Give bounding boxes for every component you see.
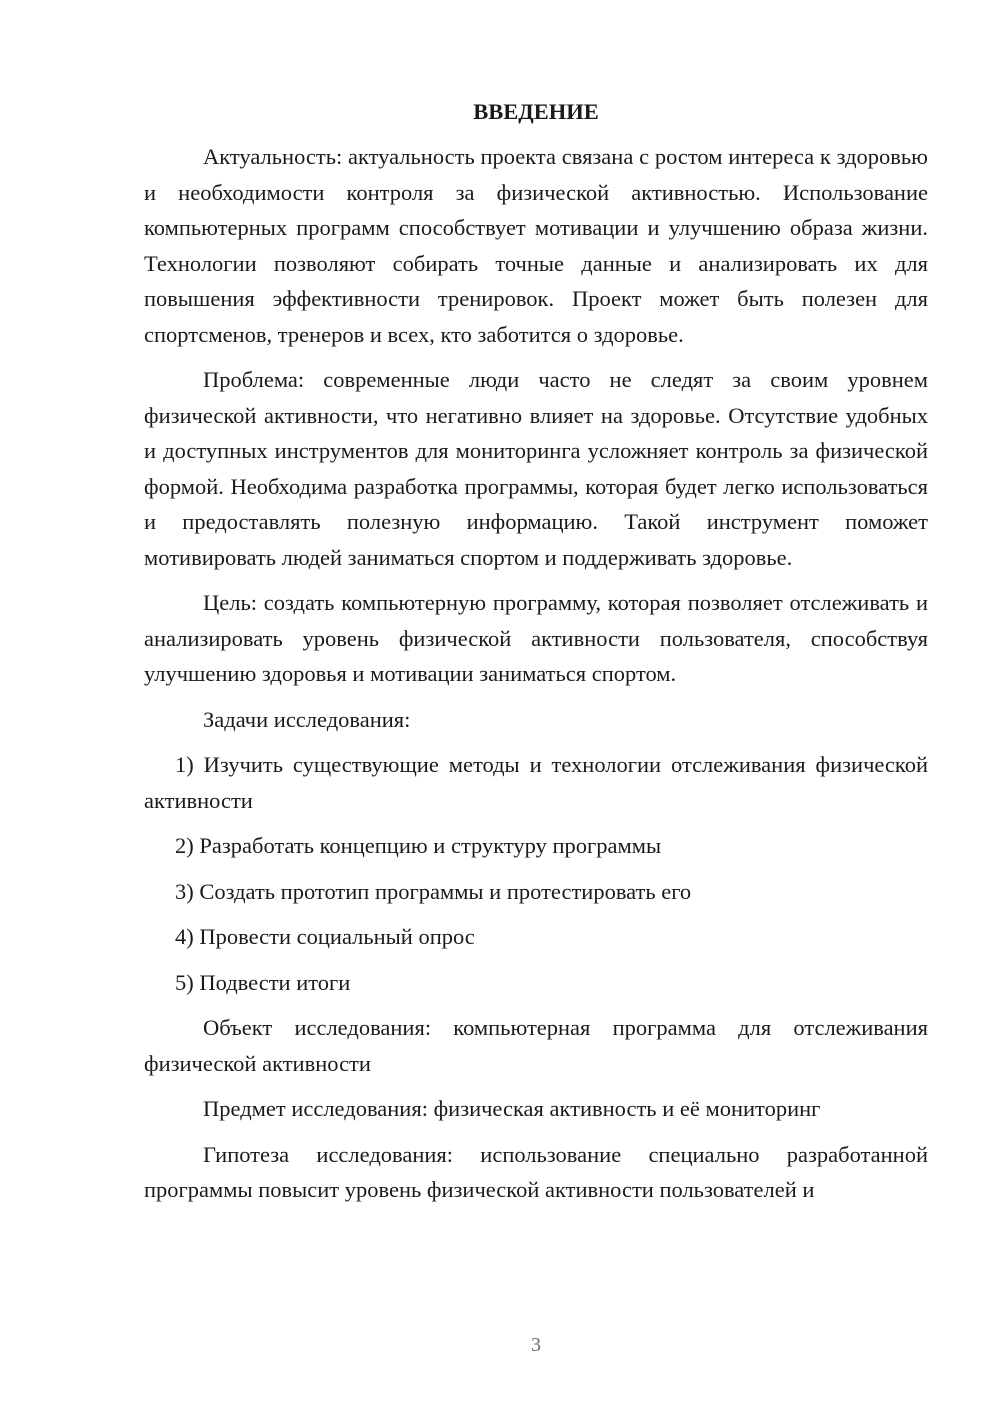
page-title: ВВЕДЕНИЕ [473, 99, 599, 124]
tasks-list [144, 747, 928, 1000]
paragraph-tasks-heading: Задачи исследования: [203, 706, 411, 732]
list-item-task-4: 4) Провести социальный опрос [175, 924, 475, 949]
list-item-task-2: 2) Разработать концепцию и структуру программы [175, 833, 662, 858]
paragraph-relevance: Актуальность: актуальность проекта связана с ростом интереса к здоровью и необходимости контроля за физической активностью. Использование компьютерных программ способствует мотивации и улучшению образа жизни. Технологии позволяют собирать точные данные и анализировать их для повышения эффективности тренировок. Проект может быть полезен для спортсменов, тренеров и всех, кто заботится о здоровье. [144, 144, 928, 347]
paragraph-subject: Предмет исследования: физическая активность и её мониторинг [203, 1096, 821, 1121]
paragraph-object: Объект исследования: компьютерная программа для отслеживания физической активности [144, 1015, 928, 1076]
page-content [144, 94, 928, 1208]
page-number: 3 [531, 1334, 541, 1356]
list-item-task-3: 3) Создать прототип программы и протестировать его [175, 878, 692, 904]
paragraph-problem: Проблема: современные люди часто не следят за своим уровнем физической активности, что негативно влияет на здоровье. Отсутствие удобных и доступных инструментов для мониторинга усложняет контроль за физической формой. Необходима разработка программы, которая будет легко использоваться и предоставлять полезную информацию. Такой инструмент поможет мотивировать людей заниматься спортом и поддерживать здоровье. [144, 367, 928, 570]
paragraph-goal: Цель: создать компьютерную программу, которая позволяет отслеживать и анализировать уровень физической активности пользователя, способствуя улучшению здоровья и мотивации заниматься спортом. [144, 590, 928, 686]
list-item-task-1: 1) Изучить существующие методы и технологии отслеживания физической активности [144, 752, 928, 813]
paragraph-hypothesis: Гипотеза исследования: использование специально разработанной программы повысит уровень физической активности пользователей и [144, 1141, 928, 1202]
list-item-task-5: 5) Подвести итоги [175, 969, 351, 995]
